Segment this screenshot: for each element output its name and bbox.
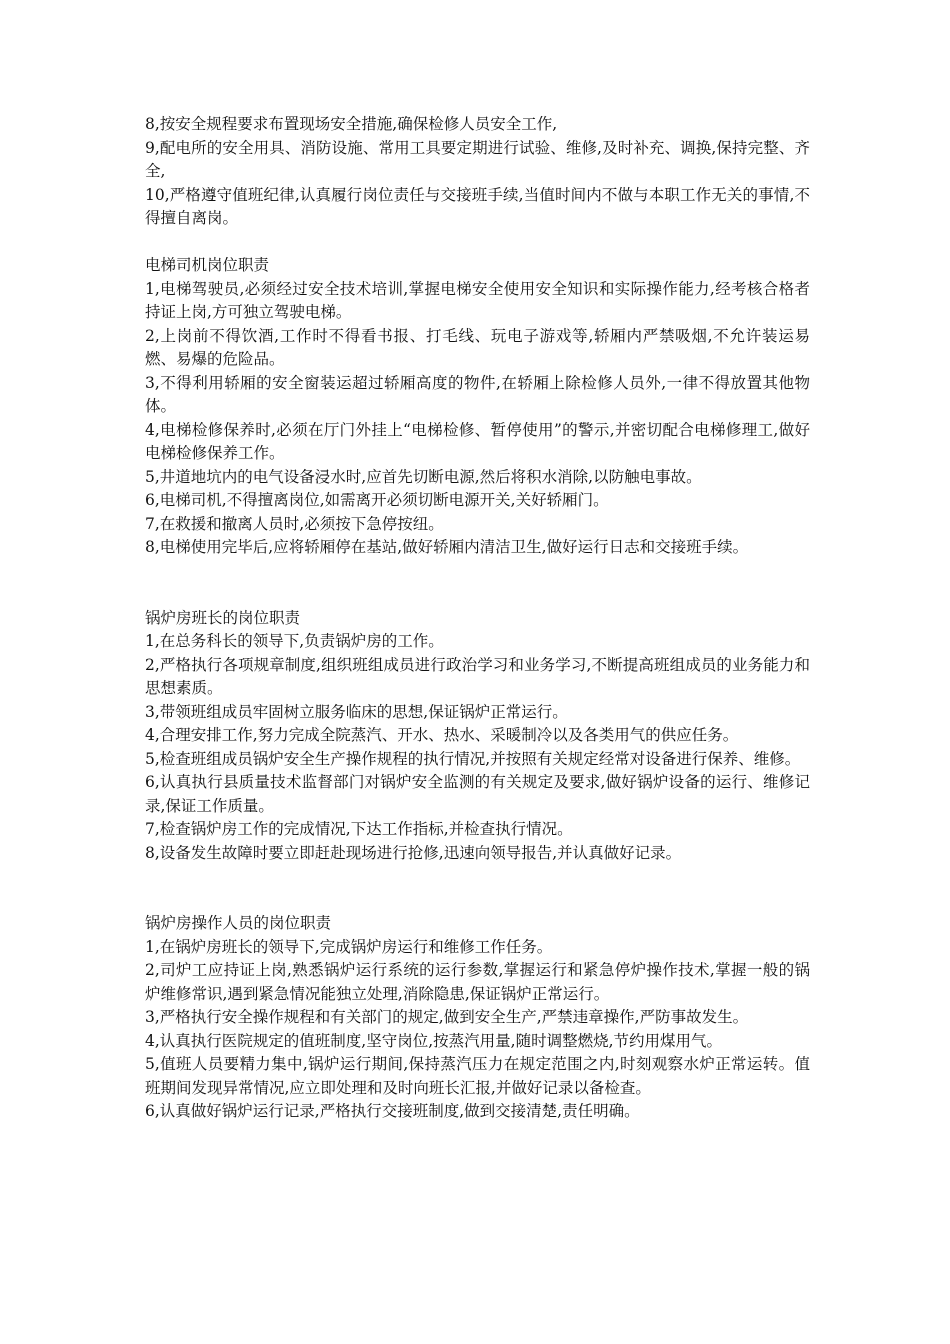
list-item: 9,配电所的安全用具、消防设施、常用工具要定期进行试验、维修,及时补充、调换,保持完整、齐全,: [145, 138, 810, 180]
list-item: 4,电梯检修保养时,必须在厅门外挂上“电梯检修、暂停使用”的警示,并密切配合电梯修理工,做好电梯检修保养工作。: [145, 420, 810, 462]
list-item: 2,严格执行各项规章制度,组织班组成员进行政治学习和业务学习,不断提高班组成员的业务能力和思想素质。: [145, 655, 810, 697]
list-item: 4,合理安排工作,努力完成全院蒸汽、开水、热水、采暖制冷以及各类用气的供应任务。: [145, 726, 739, 744]
list-item: 4,认真执行医院规定的值班制度,坚守岗位,按蒸汽用量,随时调整燃烧,节约用煤用气。: [145, 1031, 722, 1050]
section-boiler-room-leader: [145, 607, 810, 866]
list-item: 3,严格执行安全操作规程和有关部门的规定,做到安全生产,严禁违章操作,严防事故发生。: [145, 1008, 749, 1026]
list-item: 2,上岗前不得饮酒,工作时不得看书报、打毛线、玩电子游戏等,轿厢内严禁吸烟,不允许装运易燃、易爆的危险品。: [145, 326, 810, 368]
list-item: 8,按安全规程要求布置现场安全措施,确保检修人员安全工作,: [145, 115, 558, 133]
list-item: 1,在锅炉房班长的领导下,完成锅炉房运行和维修工作任务。: [145, 937, 553, 956]
section-spacer: [145, 231, 810, 255]
list-item: 2,司炉工应持证上岗,熟悉锅炉运行系统的运行参数,掌握运行和紧急停炉操作技术,掌握一般的锅炉维修常识,遇到紧急情况能独立处理,消除隐患,保证锅炉正常运行。: [145, 961, 810, 1003]
list-item: 5,值班人员要精力集中,锅炉运行期间,保持蒸汽压力在规定范围之内,时刻观察水炉正常运转。值班期间发现异常情况,应立即处理和及时向班长汇报,并做好记录以备检查。: [145, 1055, 810, 1097]
list-item: 1,电梯驾驶员,必须经过安全技术培训,掌握电梯安全使用安全知识和实际操作能力,经考核合格者持证上岗,方可独立驾驶电梯。: [145, 279, 810, 321]
list-item: 7,在救援和撤离人员时,必须按下急停按纽。: [145, 514, 444, 533]
list-item: 1,在总务科长的领导下,负责锅炉房的工作。: [145, 632, 444, 650]
section-spacer: [145, 865, 810, 912]
list-item: 8,电梯使用完毕后,应将轿厢停在基站,做好轿厢内清洁卫生,做好运行日志和交接班手续。: [145, 538, 749, 556]
list-item: 8,设备发生故障时要立即赶赴现场进行抢修,迅速向领导报告,并认真做好记录。: [145, 843, 682, 862]
section-title: 锅炉房操作人员的岗位职责: [145, 914, 332, 932]
list-item: 3,带领班组成员牢固树立服务临床的思想,保证锅炉正常运行。: [145, 702, 568, 721]
section-spacer: [145, 560, 810, 607]
list-item: 5,检查班组成员锅炉安全生产操作规程的执行情况,并按照有关规定经常对设备进行保养、维修。: [145, 749, 801, 768]
list-item: 3,不得利用轿厢的安全窗装运超过轿厢高度的物件,在轿厢上除检修人员外,一律不得放置其他物体。: [145, 373, 810, 415]
document-page: [145, 113, 810, 1124]
list-item: 6,认真执行县质量技术监督部门对锅炉安全监测的有关规定及要求,做好锅炉设备的运行、维修记录,保证工作质量。: [145, 773, 810, 815]
section-title: 锅炉房班长的岗位职责: [145, 608, 301, 627]
list-item: 6,认真做好锅炉运行记录,严格执行交接班制度,做到交接清楚,责任明确。: [145, 1102, 640, 1120]
section-boiler-room-operator: [145, 912, 810, 1124]
section-elevator-operator: [145, 254, 810, 560]
intro-section: [145, 113, 810, 231]
list-item: 7,检查锅炉房工作的完成情况,下达工作指标,并检查执行情况。: [145, 820, 573, 838]
list-item: 5,井道地坑内的电气设备浸水时,应首先切断电源,然后将积水消除,以防触电事故。: [145, 467, 702, 486]
list-item: 6,电梯司机,不得擅离岗位,如需离开必须切断电源开关,关好轿厢门。: [145, 491, 609, 509]
list-item: 10,严格遵守值班纪律,认真履行岗位责任与交接班手续,当值时间内不做与本职工作无关的事情,不得擅自离岗。: [145, 185, 810, 227]
section-title: 电梯司机岗位职责: [145, 256, 270, 274]
